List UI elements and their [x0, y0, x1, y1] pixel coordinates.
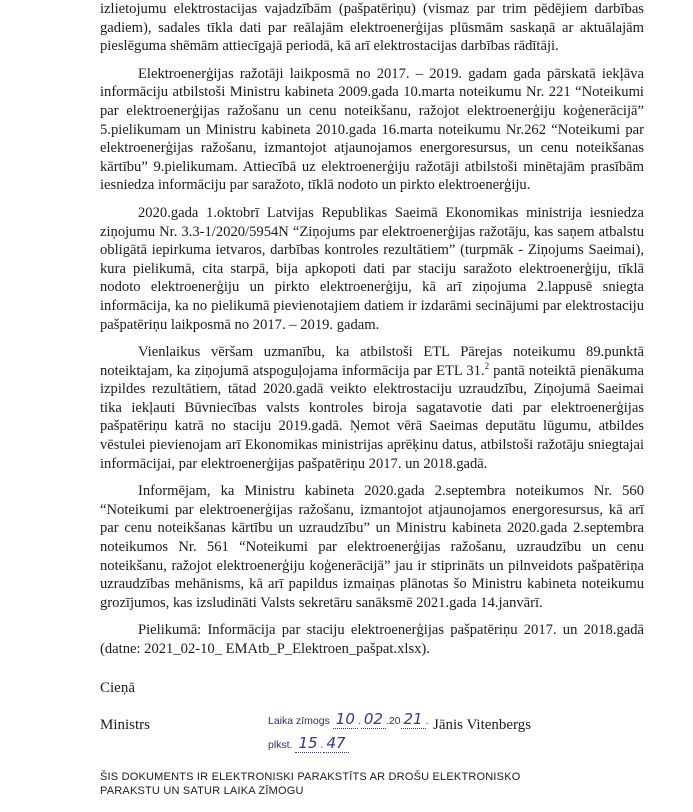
paragraph-producers-reporting: Elektroenerģijas ražotāji laikposmā no 2017. – 2019. gadam gada pārskatā iekļāva informāciju atbilstoši Ministru kabineta 2009.gada 10.marta noteikumu Nr. 221 “Noteikumi par elektroenerģijas ražošanu un cenu noteikšanu, ražojot elektroenerģiju koģenerācijā” 5.pielikumam un Ministru kabineta 2010.gada 16.marta noteikumu Nr.262 “Noteikumi par elektroenerģijas ražošanu, izmantojot atjaunojamos energoresursus, un cenu noteikšanas kārtību” 9.pielikumam. Attiecībā uz elektroenerģiju ražotāji atbilstoši minētajām prasībām iesniedza informāciju par saražoto, tīklā nodoto un pirkto elektroenerģiju.: [100, 65, 644, 194]
time-stamp-time-row: plkst. 15 . 47: [268, 734, 349, 752]
time-stamp-minute: 47: [323, 734, 348, 753]
paragraph-saeima-report: 2020.gada 1.oktobrī Latvijas Republikas Saeimā Ekonomikas ministrija iesniedza ziņojumu Nr. 3.3-1/2020/5954N “Ziņojums par elektroenerģijas ražotāju, kas saņem atbalstu obligātā iepirkuma ietvaros, darbības kontroles rezultātiem” (turpmāk - Ziņojums Saeimai), kura pielikumā, cita starpā, bija apkopoti dati par staciju saražoto elektroenerģiju, tīklā nodoto elektroenerģiju un pirkto elektroenerģiju, kā arī ziņojuma 2.lappusē sniegta informācija, ka no pielikumā pievienotajiem datiem ir izdarāmi secinājumi par elektrostaciju pašpatēriņu laikposmā no 2017. – 2019. gadam.: [100, 204, 644, 333]
signatory-role: Ministrs: [100, 717, 151, 733]
time-stamp-label: Laika zīmogs: [268, 715, 330, 727]
time-stamp-date-row: Laika zīmogs 10 . 02 .20 21 .: [268, 710, 429, 728]
signatory-name: Jānis Vitenbergs: [433, 717, 532, 733]
paragraph-etl-notice: [100, 343, 644, 473]
closing-salutation: Cieņā: [100, 680, 135, 696]
time-stamp-month: 02: [361, 710, 386, 729]
paragraph-etl-notice-part2: pantā noteiktā pienākuma izpildes rezultātiem, tātad 2020.gadā veikto elektrostaciju uzraudzību, Ziņojumā Saeimai tika iekļauti Būvniecības valsts kontroles biroja sagatavotie dati par elektroenerģijas pašpatēriņu katrā no staciju 2019.gadā. Ņemot vērā Saeimas deputātu lūgumu, atbildes vēstulei pievienojam arī Ekonomikas ministrijas aprēķinu datus, atbilstoši ražotāju sniegtajai informācijai, par elektroenerģijas pašpatēriņu 2017. un 2018.gadā.: [100, 362, 644, 472]
paragraph-regulations: Informējam, ka Ministru kabineta 2020.gada 2.septembra noteikumos Nr. 560 “Noteikumi par elektroenerģijas ražošanu, izmantojot atjaunojamos energoresursus, kā arī par cenu noteikšanas kārtību un uzraudzību” un Ministru kabineta 2020.gada 2.septembra noteikumos Nr. 561 “Noteikumi par elektroenerģijas ražošanu, uzraudzību un cenu noteikšanu, ražojot elektroenerģiju koģenerācijā” jau ir stiprināts un pilnveidots pašpatēriņa uzraudzības mehānisms, kā arī papildus izmaiņas plānotas šo Ministru kabineta noteikumu grozījumos, kas izsludināti Valsts sekretāru sanāksmē 2021.gada 14.janvārī.: [100, 483, 644, 611]
footnote-superscript: 2: [484, 360, 490, 371]
time-stamp-year-suffix: 21: [401, 710, 426, 729]
time-stamp-hour: 15: [295, 734, 320, 753]
e-signature-notice: [100, 770, 620, 798]
paragraph-etl-notice-part1: Vienlaikus vēršam uzmanību, ka atbilstoši ETL Pārejas noteikumu 89.punktā noteiktajam, ka ziņojumā atspoguļojama informācija par ETL 31.: [100, 344, 644, 379]
time-stamp-day: 10: [333, 710, 358, 729]
e-signature-notice-line1: ŠIS DOKUMENTS IR ELEKTRONISKI PARAKSTĪTS AR DROŠU ELEKTRONISKO: [100, 771, 521, 783]
letter-body: [100, 0, 644, 668]
paragraph-continuation: izlietojumu elektrostacijas vajadzībām (pašpatēriņu) (vismaz par trim pēdējiem darbības gadiem), sadales tīkla dati par reālajām elektroenerģijas plūsmām saskaņā ar aktuālajām pieslēguma shēmām attiecīgajā periodā, kā arī elektrostacijas darbības rādītāji.: [100, 1, 644, 55]
e-signature-notice-line2: PARAKSTU UN SATUR LAIKA ZĪMOGU: [100, 785, 304, 797]
paragraph-attachment: Pielikumā: Informācija par staciju elektroenerģijas pašpatēriņu 2017. un 2018.gadā (datne: 2021_02-10_ EMAtb_P_Elektroen_pašpat.xlsx).: [100, 622, 644, 657]
time-stamp-year-prefix: 20: [388, 715, 401, 727]
time-stamp-at-label: plkst.: [268, 739, 293, 751]
